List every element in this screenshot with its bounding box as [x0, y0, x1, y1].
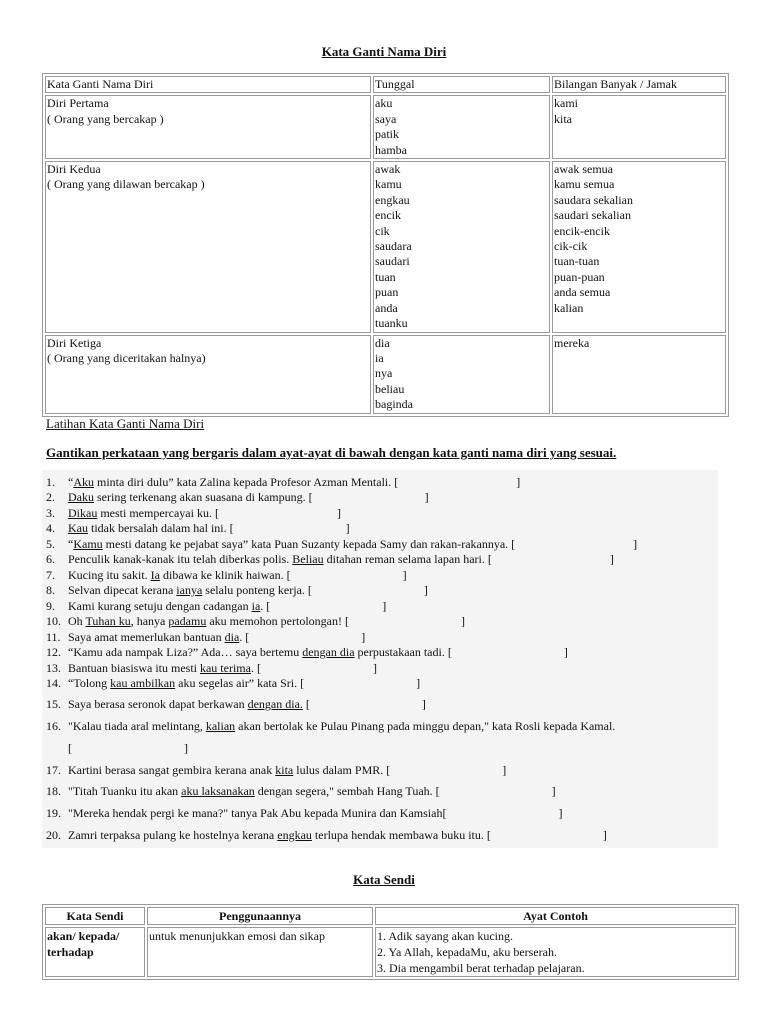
header-cell: Kata Ganti Nama Diri	[45, 76, 371, 93]
answer-bracket: ]	[345, 521, 350, 535]
underlined-word: padamu	[168, 614, 207, 628]
question-text: lulus dalam PMR. [	[293, 763, 391, 777]
answer-bracket: ]	[336, 506, 341, 520]
question-text: “Kamu ada nampak Liza?” Ada… saya bertemu	[68, 645, 303, 659]
question-text: . [	[250, 661, 261, 675]
question-text: “	[68, 475, 74, 489]
underlined-word: Dikau	[68, 506, 98, 520]
question-text: , hanya	[130, 614, 169, 628]
question-text: terlupa hendak membawa buku itu. [	[311, 828, 491, 842]
pronoun-word: aku	[375, 96, 393, 111]
person-name: Diri Pertama	[47, 96, 109, 111]
underlined-word: dengan dia.	[247, 697, 303, 711]
sendi-header-row	[45, 907, 736, 925]
pronoun-table	[42, 73, 729, 417]
underlined-word: Daku	[68, 490, 94, 504]
question-number: 19.	[46, 806, 61, 820]
question-number: 1.	[46, 475, 55, 489]
question-text: Zamri terpaksa pulang ke hostelnya kerana	[68, 828, 278, 842]
underlined-word: engkau	[277, 828, 312, 842]
underlined-word: kalian	[205, 719, 236, 733]
answer-bracket: ]	[402, 568, 407, 582]
answer-bracket: ]	[416, 676, 421, 690]
pronoun-word: nya	[375, 366, 393, 381]
pronoun-word: tuanku	[375, 316, 408, 331]
question-text: mesti mempercayai ku. [	[97, 506, 219, 520]
pronoun-row	[45, 161, 726, 332]
person-name: Diri Ketiga	[47, 335, 102, 350]
answer-bracket: ]	[602, 828, 607, 842]
pronoun-word: kita	[554, 111, 572, 126]
pronoun-word: kamu semua	[554, 177, 615, 192]
question-text: akan bertolak ke Pulau Pinang pada minggu depan," kata Rosli kepada Kamal.	[235, 719, 616, 733]
underlined-word: ia	[251, 599, 261, 613]
question-item	[46, 784, 556, 798]
question-text: aku memohon pertolongan! [	[206, 614, 349, 628]
underlined-word: Kau	[68, 521, 88, 535]
question-item	[46, 475, 520, 489]
pronoun-word: cik	[375, 223, 390, 238]
pronoun-word: anda	[375, 300, 398, 315]
answer-bracket: ]	[609, 552, 614, 566]
question-item	[46, 552, 614, 566]
singular-cell	[373, 95, 550, 159]
question-item	[46, 599, 386, 613]
question-item	[46, 806, 562, 820]
pronoun-word: beliau	[375, 381, 405, 396]
question-item	[46, 583, 428, 597]
question-number: 20.	[46, 828, 61, 842]
pronoun-word: saudari	[375, 254, 410, 269]
question-text: “Tolong	[68, 676, 111, 690]
pronoun-word: baginda	[375, 397, 413, 412]
question-text: mesti datang ke pejabat saya” kata Puan Suzanty kepada Samy dan rakan-rakannya. [	[102, 537, 516, 551]
answer-bracket: ]	[421, 697, 426, 711]
example-line: 2. Ya Allah, kepadaMu, aku berserah.	[377, 945, 557, 959]
question-text: Kucing itu sakit.	[68, 568, 151, 582]
header-cell: Penggunaannya	[147, 907, 373, 925]
question-text: . [	[239, 630, 250, 644]
question-item	[46, 506, 341, 520]
answer-bracket: ]	[551, 784, 556, 798]
person-cell	[45, 161, 371, 332]
pronoun-word: saudara sekalian	[554, 192, 633, 207]
question-text: Oh	[68, 614, 86, 628]
plural-cell	[552, 161, 726, 332]
person-desc: ( Orang yang diceritakan halnya)	[47, 350, 206, 365]
question-text: Kami kurang setuju dengan cadangan	[68, 599, 252, 613]
answer-bracket: ]	[558, 806, 563, 820]
pronoun-word: patik	[375, 127, 399, 142]
pronoun-word: tuan	[375, 269, 396, 284]
question-text: Saya berasa seronok dapat berkawan	[68, 697, 248, 711]
question-number: 14.	[46, 676, 61, 690]
question-number: 13.	[46, 661, 61, 675]
underlined-word: kita	[275, 763, 294, 777]
singular-cell	[373, 161, 550, 332]
underlined-word: Ia	[150, 568, 160, 582]
pronoun-word: anda semua	[554, 285, 611, 300]
question-text: sering terkenang akan suasana di kampung. [	[94, 490, 313, 504]
question-number: 8.	[46, 583, 55, 597]
question-text: selalu ponteng kerja. [	[202, 583, 312, 597]
question-item	[46, 828, 607, 842]
header-cell: Ayat Contoh	[375, 907, 736, 925]
question-text: "Mereka hendak pergi ke mana?" tanya Pak Abu kepada Munira dan Kamsiah[	[68, 806, 447, 820]
sendi-title: Kata Sendi	[353, 872, 415, 887]
pronoun-word: mereka	[554, 335, 590, 350]
underlined-word: Aku	[73, 475, 94, 489]
question-item	[46, 490, 429, 504]
page-title: Kata Ganti Nama Diri	[321, 44, 447, 59]
question-number: 3.	[46, 506, 55, 520]
answer-bracket: ]	[382, 599, 387, 613]
question-text: dibawa ke klinik haiwan. [	[160, 568, 291, 582]
person-cell	[45, 95, 371, 159]
question-text: [	[68, 741, 72, 755]
header-cell: Tunggal	[373, 76, 550, 93]
question-item	[46, 614, 465, 628]
question-text: dengan segera," sembah Hang Tuah. [	[254, 784, 440, 798]
question-number: 2.	[46, 490, 55, 504]
answer-bracket: ]	[516, 475, 521, 489]
underlined-word: kau ambilkan	[110, 676, 176, 690]
question-item	[46, 697, 426, 711]
pronoun-row	[45, 95, 726, 159]
pronoun-word: kalian	[554, 300, 584, 315]
example-line: 3. Dia mengambil berat terhadap pelajaran.	[377, 961, 585, 975]
question-text: Selvan dipecat kerana	[68, 583, 177, 597]
pronoun-word: awak	[375, 162, 401, 177]
plural-cell	[552, 95, 726, 159]
pronoun-word: encik-encik	[554, 223, 610, 238]
question-text: "Titah Tuanku itu akan	[68, 784, 182, 798]
question-number: 4.	[46, 521, 55, 535]
pronoun-word: kami	[554, 96, 578, 111]
answer-bracket: ]	[423, 583, 428, 597]
pronoun-word: awak semua	[554, 162, 613, 177]
pronoun-word: engkau	[375, 192, 410, 207]
question-number: 12.	[46, 645, 61, 659]
pronoun-word: ia	[375, 350, 384, 365]
kata-sendi-cell	[45, 927, 145, 977]
pronoun-table-header-row	[45, 76, 726, 93]
singular-cell	[373, 335, 550, 414]
underlined-word: ianya	[176, 583, 203, 597]
question-text: [	[302, 697, 310, 711]
usage-cell: untuk menunjukkan emosi dan sikap	[147, 927, 373, 977]
answer-bracket: ]	[460, 614, 465, 628]
question-text: Penculik kanak-kanak itu telah diberkas polis.	[68, 552, 293, 566]
sendi-row	[45, 927, 736, 977]
question-number: 6.	[46, 552, 55, 566]
header-cell: Bilangan Banyak / Jamak	[552, 76, 726, 93]
kata-sendi-line: terhadap	[47, 945, 94, 959]
person-name: Diri Kedua	[47, 162, 101, 177]
question-item	[46, 521, 350, 535]
underlined-word: Beliau	[292, 552, 324, 566]
answer-bracket: ]	[424, 490, 429, 504]
header-cell: Kata Sendi	[45, 907, 145, 925]
question-text: “	[68, 537, 74, 551]
answer-bracket: ]	[502, 763, 507, 777]
question-text: minta diri dulu” kata Zalina kepada Profesor Azman Mentali. [	[94, 475, 399, 489]
question-text: Bantuan biasiswa itu mesti	[68, 661, 200, 675]
answer-bracket: ]	[361, 630, 366, 644]
pronoun-word: saudara	[375, 239, 412, 254]
question-text: ditahan reman selama lapan hari. [	[323, 552, 492, 566]
plural-cell	[552, 335, 726, 414]
underlined-word: Tuhan ku	[85, 614, 131, 628]
answer-bracket: ]	[563, 645, 568, 659]
underlined-word: dengan dia	[302, 645, 355, 659]
answer-bracket: ]	[633, 537, 638, 551]
question-number: 18.	[46, 784, 61, 798]
kata-sendi-line: akan/ kepada/	[47, 929, 120, 943]
question-item	[46, 676, 420, 690]
example-cell	[375, 927, 736, 977]
pronoun-word: cik-cik	[554, 239, 588, 254]
question-item	[46, 645, 568, 659]
question-item	[46, 537, 637, 551]
question-number: 17.	[46, 763, 61, 777]
answer-bracket: ]	[372, 661, 377, 675]
question-item	[46, 719, 615, 733]
question-text: Kartini berasa sangat gembira kerana anak	[68, 763, 276, 777]
person-cell	[45, 335, 371, 414]
exercise-instruction: Gantikan perkataan yang bergaris dalam ayat-ayat di bawah dengan kata ganti nama diri yang sesuai.	[46, 445, 617, 460]
question-text: . [	[260, 599, 271, 613]
person-desc: ( Orang yang bercakap )	[47, 111, 164, 126]
person-desc: ( Orang yang dilawan bercakap )	[47, 177, 205, 192]
question-text: perpustakaan tadi. [	[354, 645, 452, 659]
pronoun-word: puan-puan	[554, 269, 605, 284]
question-number: 15.	[46, 697, 61, 711]
question-item	[46, 661, 377, 675]
pronoun-word: tuan-tuan	[554, 254, 600, 269]
underlined-word: kau terima	[199, 661, 251, 675]
question-item	[46, 763, 506, 777]
question-text: aku segelas air” kata Sri. [	[175, 676, 305, 690]
pronoun-word: kamu	[375, 177, 402, 192]
example-line: 1. Adik sayang akan kucing.	[377, 929, 513, 943]
underlined-word: aku laksanakan	[181, 784, 255, 798]
pronoun-row	[45, 335, 726, 414]
pronoun-word: dia	[375, 335, 390, 350]
question-number: 11.	[46, 630, 61, 644]
question-text: Saya amat memerlukan bantuan	[68, 630, 225, 644]
question-number: 5.	[46, 537, 55, 551]
question-text: "Kalau tiada aral melintang,	[68, 719, 206, 733]
pronoun-word: puan	[375, 285, 399, 300]
underlined-word: Kamu	[73, 537, 103, 551]
answer-bracket: ]	[184, 741, 188, 755]
exercise-heading: Latihan Kata Ganti Nama Diri	[46, 416, 205, 431]
question-number: 9.	[46, 599, 55, 613]
question-item	[46, 741, 188, 755]
pronoun-word: hamba	[375, 142, 407, 157]
question-number: 16.	[46, 719, 61, 733]
question-text: tidak bersalah dalam hal ini. [	[88, 521, 234, 535]
underlined-word: dia	[224, 630, 240, 644]
question-number: 10.	[46, 614, 61, 628]
question-item	[46, 630, 365, 644]
question-number: 7.	[46, 568, 55, 582]
sendi-table	[42, 904, 739, 980]
pronoun-word: saudari sekalian	[554, 208, 631, 223]
pronoun-word: saya	[375, 111, 397, 126]
pronoun-word: encik	[375, 208, 401, 223]
question-item	[46, 568, 407, 582]
